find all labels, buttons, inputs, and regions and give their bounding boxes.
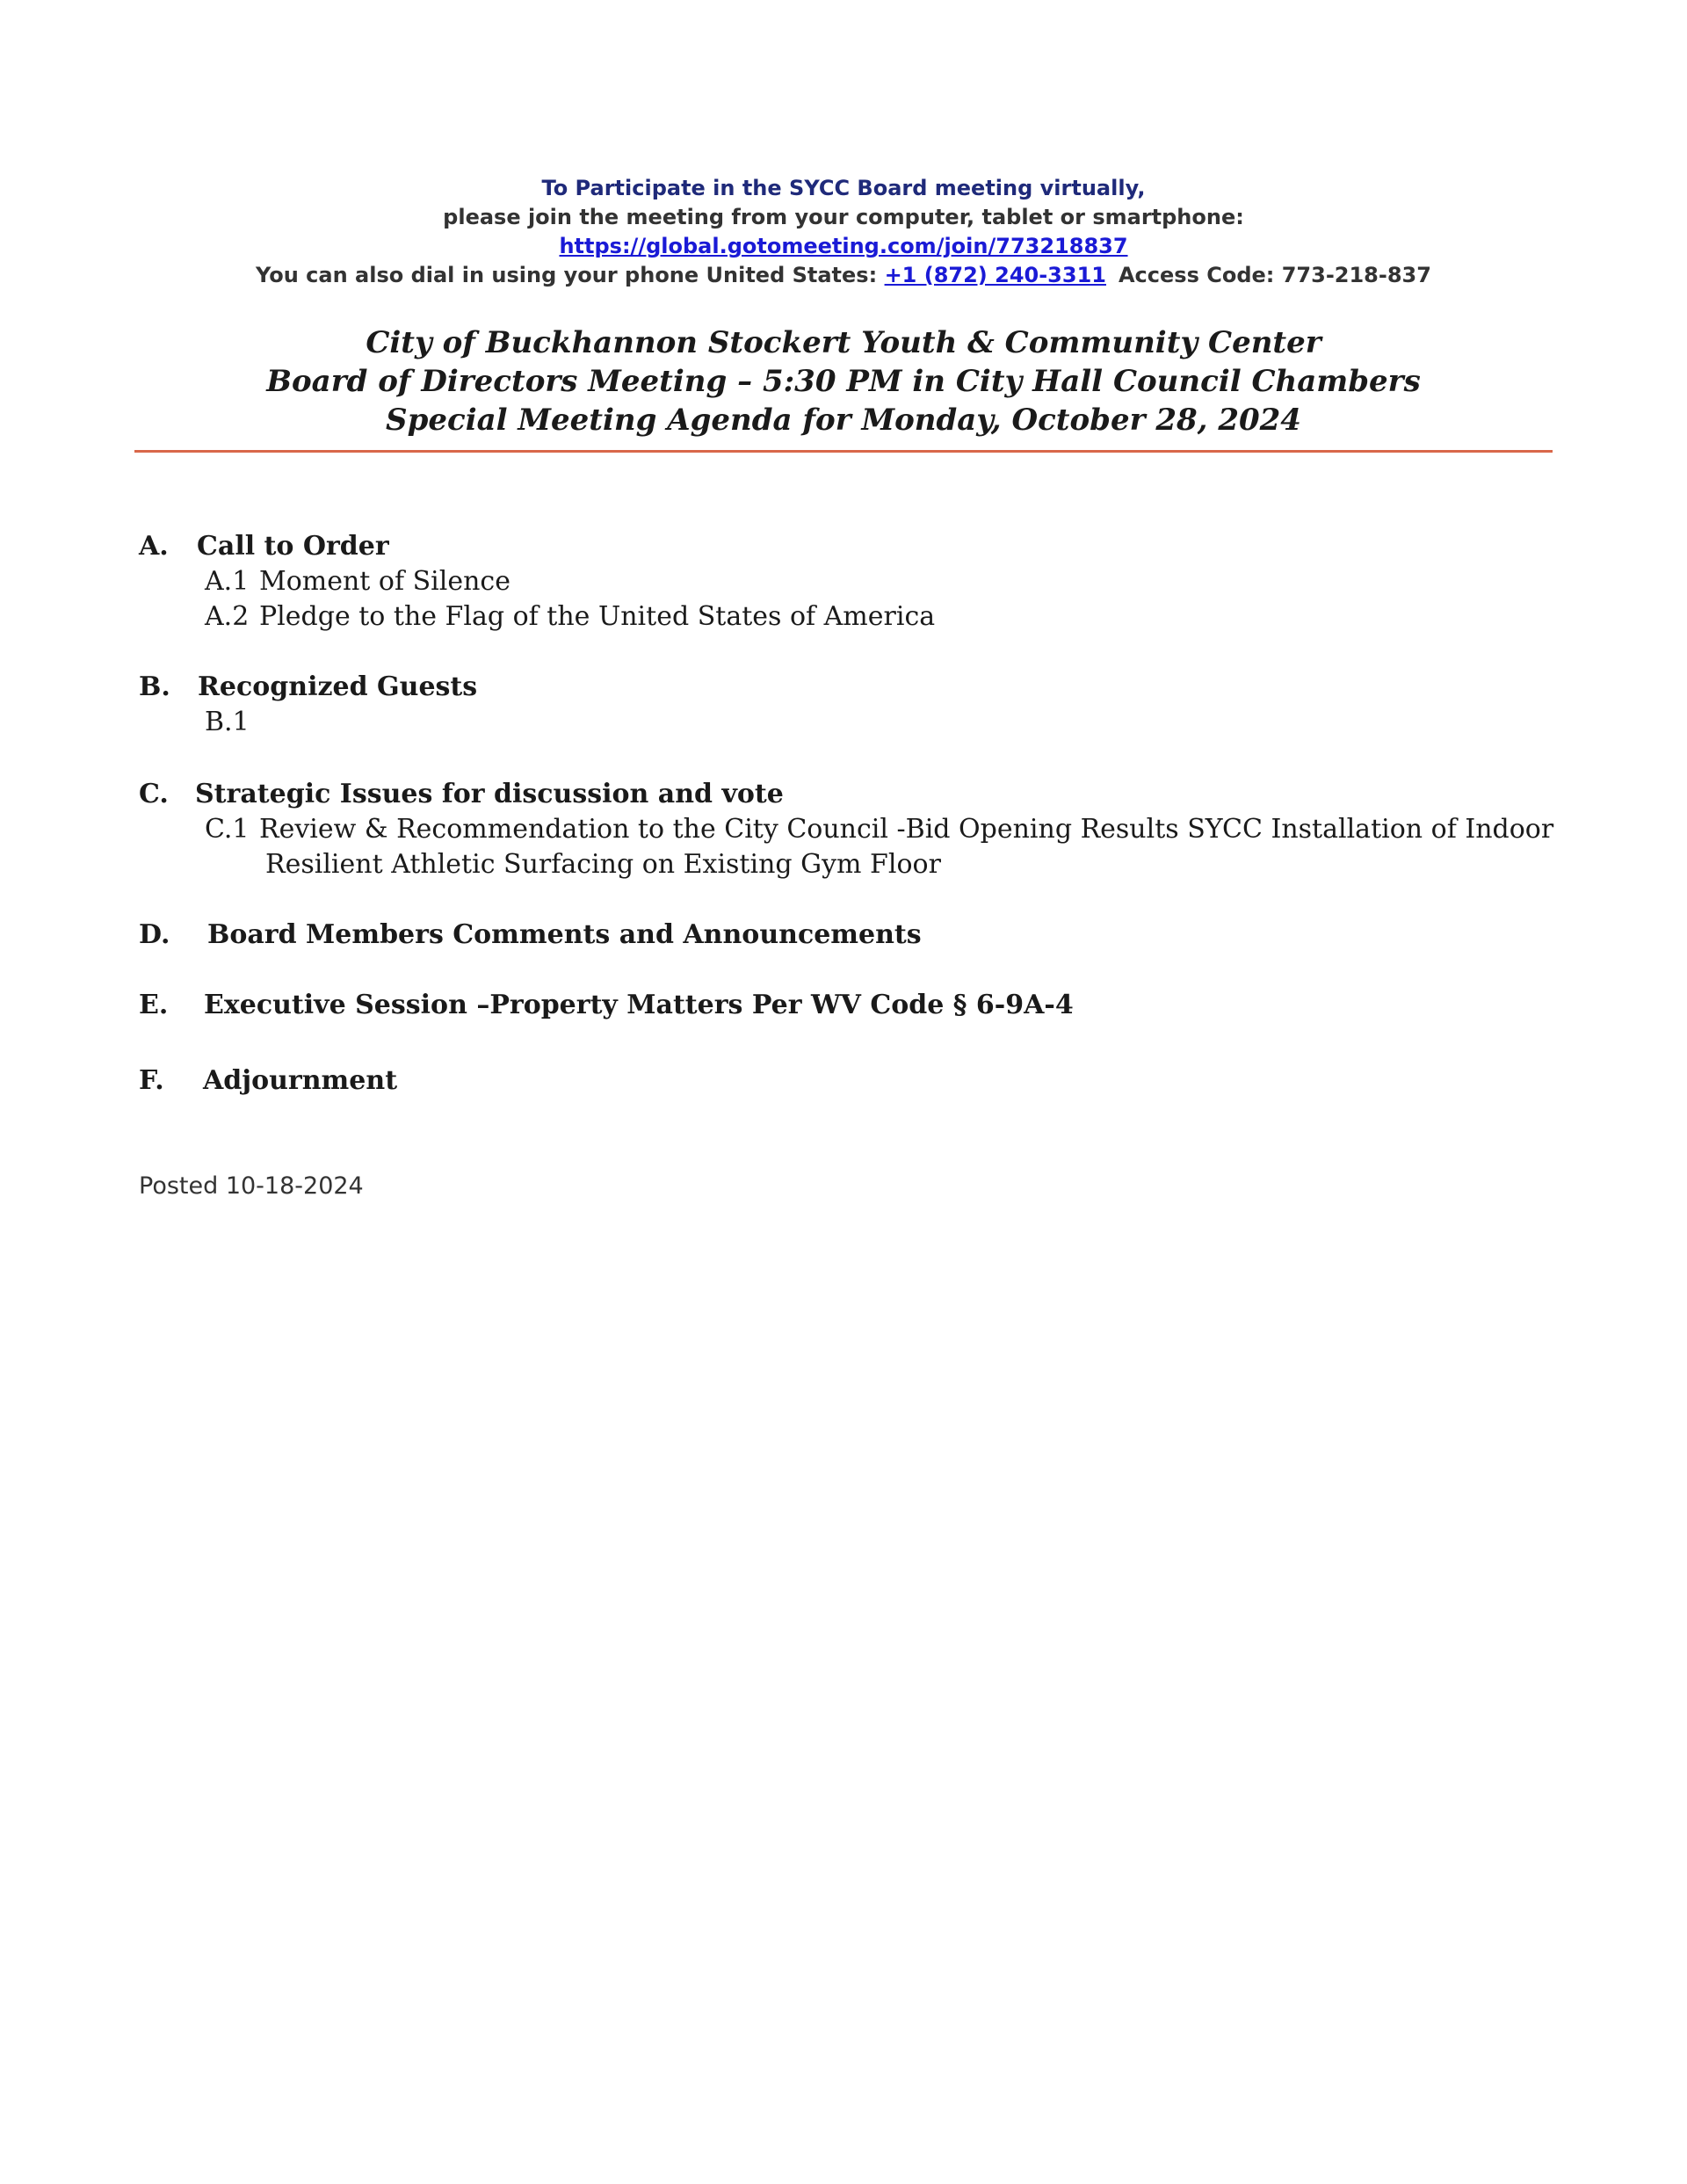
section-letter: C. bbox=[139, 779, 169, 809]
item-text: Pledge to the Flag of the United States of America bbox=[259, 601, 936, 632]
meeting-link[interactable]: https://global.gotomeeting.com/join/773218837 bbox=[559, 234, 1128, 258]
item-number: A.1 bbox=[205, 566, 250, 597]
section-heading: Executive Session –Property Matters Per WV Code § 6-9A-4 bbox=[204, 990, 1074, 1020]
item-number: B.1 bbox=[205, 707, 250, 737]
access-code: Access Code: 773-218-837 bbox=[1118, 263, 1431, 287]
section-heading: Adjournment bbox=[203, 1065, 398, 1096]
dial-in-line bbox=[0, 261, 1687, 290]
title-line-1: City of Buckhannon Stockert Youth & Community Center bbox=[366, 325, 1321, 360]
agenda-item-a2 bbox=[205, 599, 935, 635]
title-divider bbox=[134, 450, 1553, 453]
agenda-item-c1 bbox=[205, 812, 1553, 847]
virtual-instructions: please join the meeting from your computer, tablet or smartphone: bbox=[443, 205, 1244, 229]
agenda-item-a1 bbox=[205, 564, 510, 599]
dial-in-prefix: You can also dial in using your phone United States: bbox=[256, 263, 878, 287]
virtual-participation-block bbox=[0, 174, 1687, 290]
section-letter: F. bbox=[139, 1065, 164, 1096]
item-number: A.2 bbox=[205, 601, 250, 632]
title-line-2: Board of Directors Meeting – 5:30 PM in City Hall Council Chambers bbox=[266, 364, 1421, 399]
title-line-3: Special Meeting Agenda for Monday, October 28, 2024 bbox=[386, 403, 1301, 438]
phone-link[interactable]: +1 (872) 240-3311 bbox=[884, 263, 1106, 287]
section-letter: D. bbox=[139, 919, 170, 950]
section-heading: Call to Order bbox=[197, 531, 389, 562]
section-heading: Recognized Guests bbox=[198, 671, 478, 702]
section-letter: A. bbox=[139, 531, 169, 562]
virtual-intro: To Participate in the SYCC Board meeting virtually, bbox=[541, 176, 1146, 200]
section-letter: B. bbox=[139, 671, 170, 702]
agenda-item-b1 bbox=[205, 705, 259, 740]
section-heading: Board Members Comments and Announcements bbox=[207, 919, 922, 950]
page-title bbox=[0, 323, 1687, 439]
posted-date: Posted 10-18-2024 bbox=[139, 1172, 364, 1200]
section-letter: E. bbox=[139, 990, 169, 1020]
item-text: Moment of Silence bbox=[259, 566, 510, 597]
item-number: C.1 bbox=[205, 814, 250, 845]
section-heading: Strategic Issues for discussion and vote bbox=[195, 779, 784, 809]
agenda-item-c1-continued: Resilient Athletic Surfacing on Existing Gym Floor bbox=[265, 849, 941, 880]
item-text: Review & Recommendation to the City Council -Bid Opening Results SYCC Installation of Indoor bbox=[259, 814, 1554, 845]
